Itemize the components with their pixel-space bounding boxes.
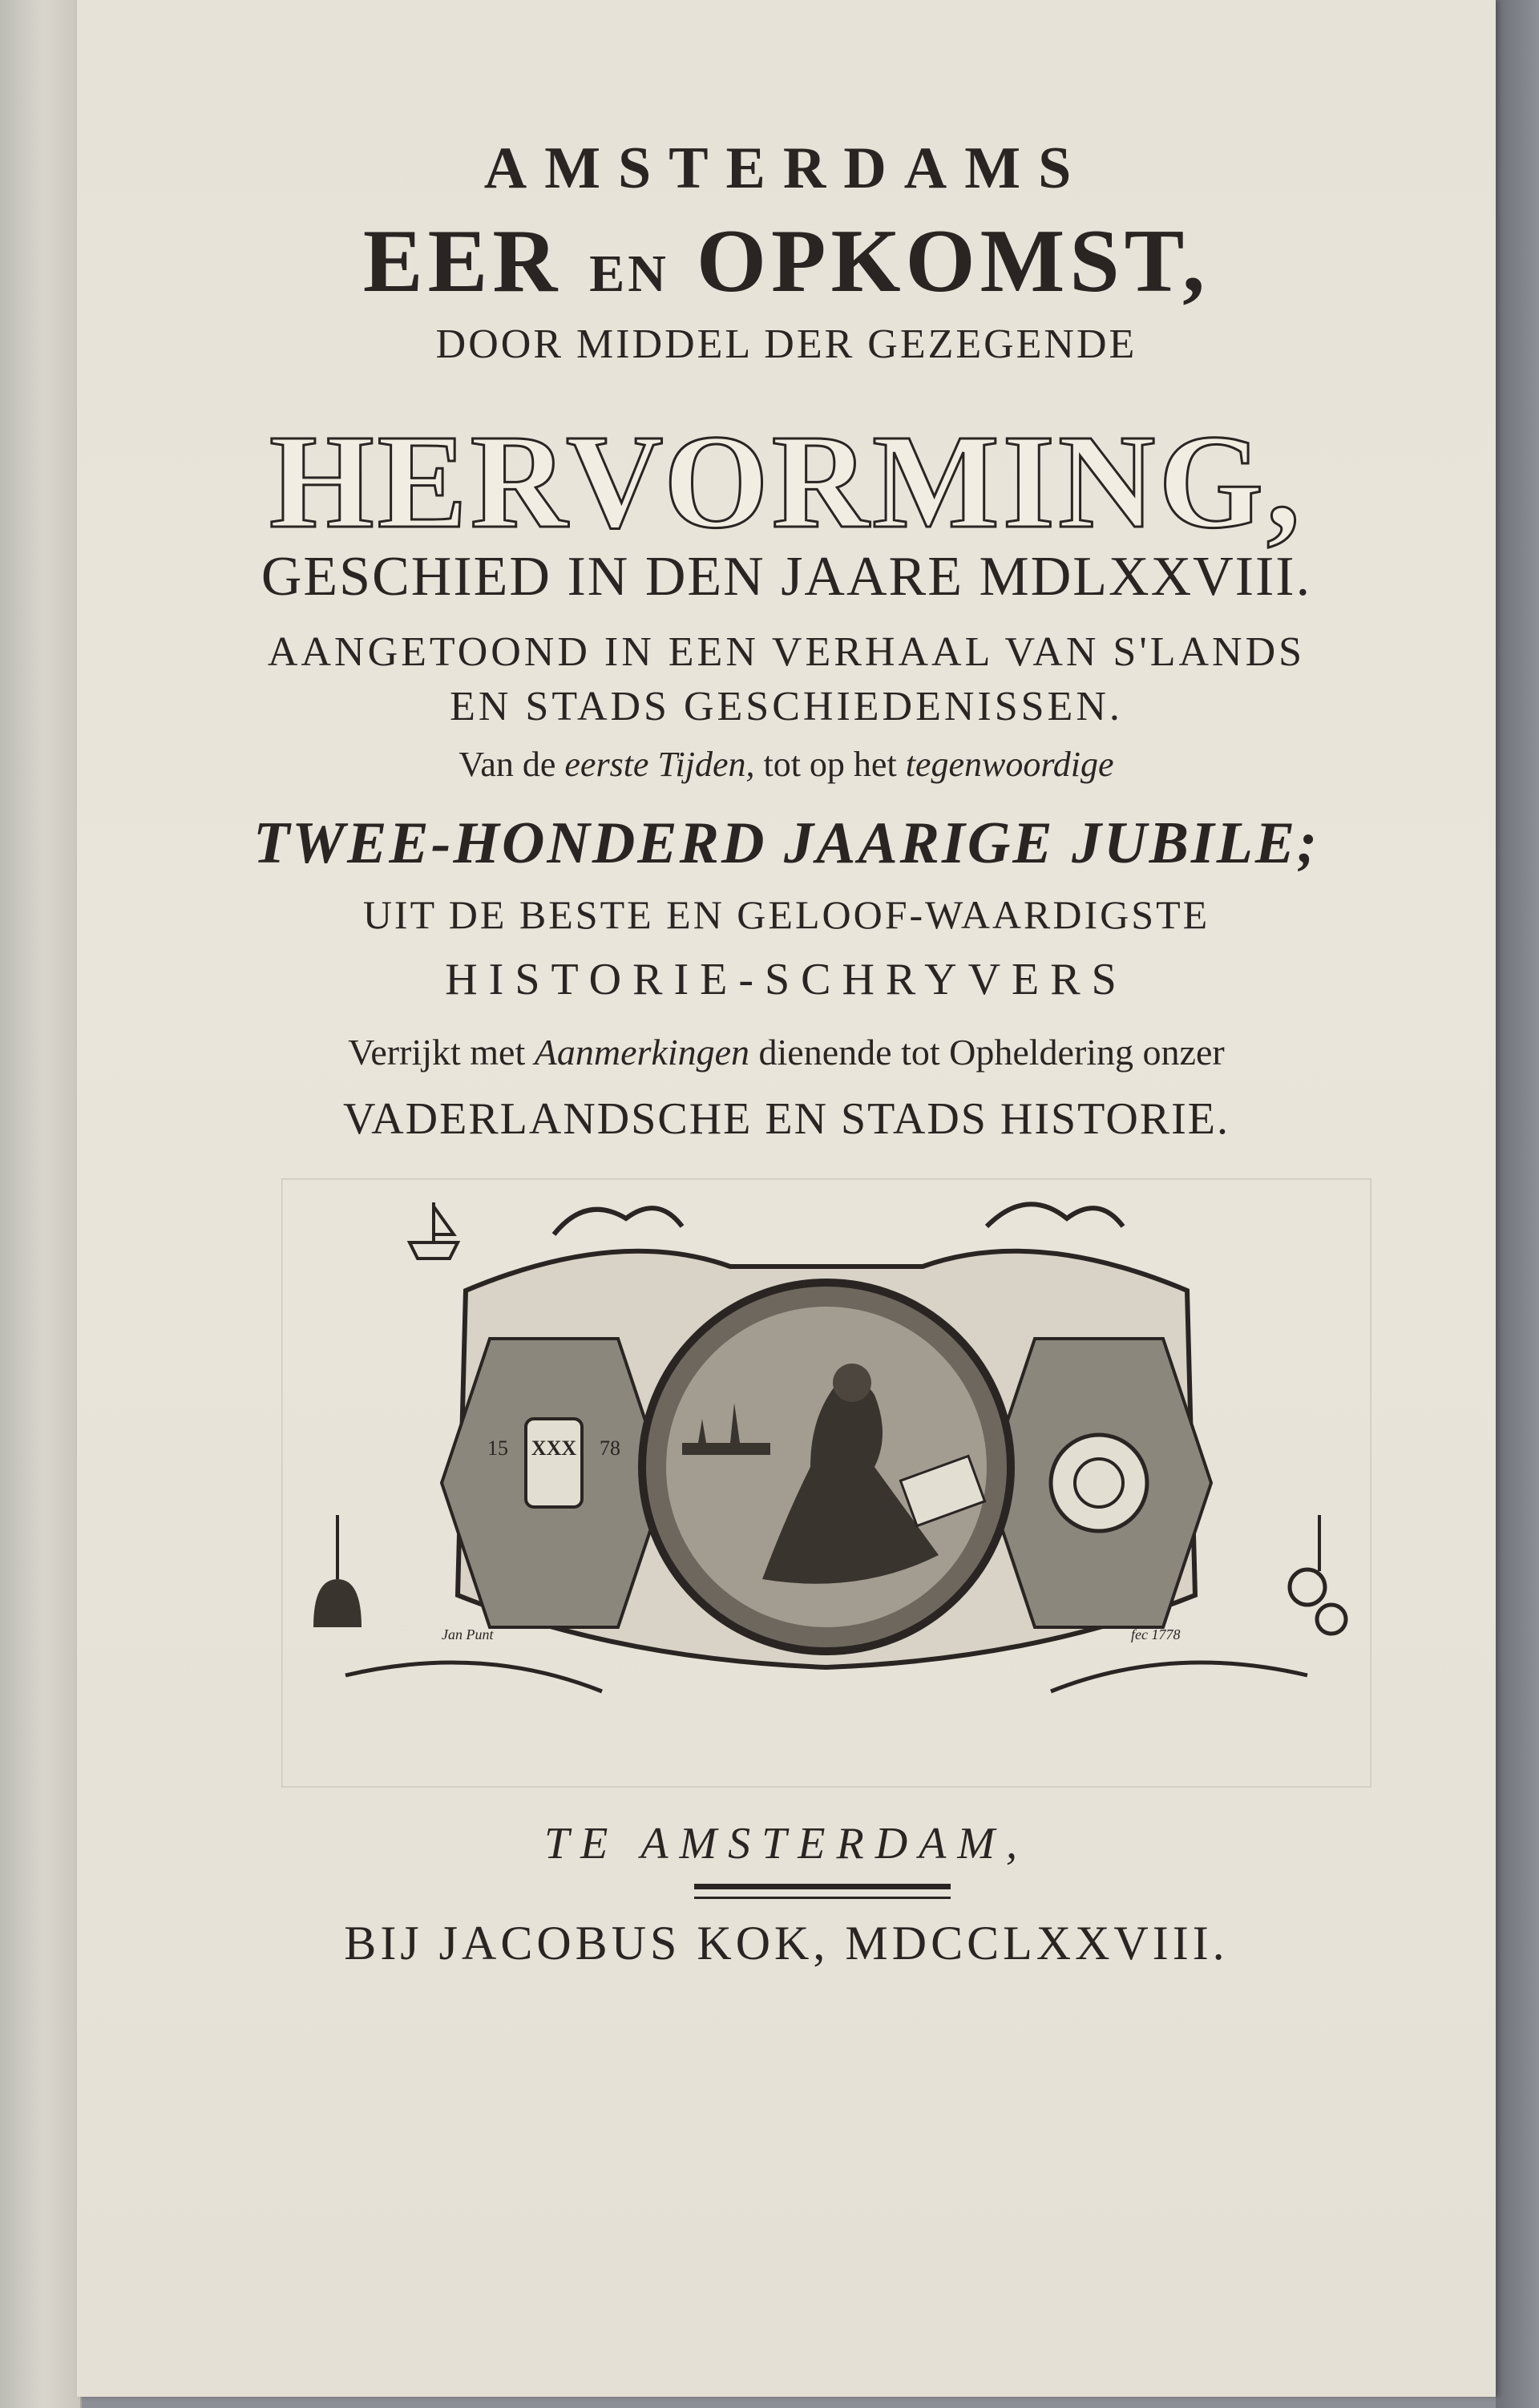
line8-part-b: eerste Tijden, [564, 745, 755, 784]
imprint-rule-thin [694, 1897, 951, 1899]
svg-text:XXX: XXX [531, 1436, 577, 1460]
title-line-stads-geschiedenissen: EN STADS GESCHIEDENISSEN. [450, 684, 1123, 729]
title-word-en: EN [589, 244, 669, 303]
title-line-vaderlandsche: VADERLANDSCHE EN STADS HISTORIE. [343, 1094, 1230, 1144]
title-line-aangetoond: AANGETOOND IN EEN VERHAAL VAN S'LANDS [267, 629, 1306, 675]
smoke-right [987, 1204, 1123, 1226]
title-line-geschied: GESCHIED IN DEN JAARE MDLXXVIII. [261, 546, 1312, 608]
line12-part-b: Aanmerkingen [534, 1032, 750, 1073]
title-line-eer-en-opkomst [77, 210, 1496, 313]
line8-part-a: Van de [458, 745, 556, 784]
title-line-hervorming: HERVORMING, [269, 407, 1304, 556]
title-word-eer: EER [362, 212, 563, 311]
title-line-amsterdams: AMSTERDAMS [483, 135, 1089, 201]
title-line-door-middel: DOOR MIDDEL DER GEZEGENDE [435, 321, 1137, 367]
ring-icon [1290, 1570, 1325, 1605]
background-edge [1496, 0, 1539, 2408]
engraving-date: fec 1778 [1131, 1626, 1181, 1642]
title-line-verrijkt [77, 1031, 1496, 1073]
amsterdam-arms [526, 1419, 582, 1507]
title-line-van-de-eerste-tijden [77, 744, 1496, 785]
arms-date-right: 78 [600, 1436, 620, 1460]
engraved-vignette [281, 1178, 1371, 1788]
left-page-edge [0, 0, 82, 2408]
title-page [77, 0, 1496, 2397]
line12-part-c: dienende tot Opheldering onzer [758, 1032, 1225, 1073]
title-line-jubile: TWEE-HONDERD JAARIGE JUBILE; [253, 810, 1319, 876]
engraver-signature: Jan Punt [442, 1626, 494, 1642]
imprint-place: TE AMSTERDAM, [543, 1819, 1029, 1869]
imprint-publisher: BIJ JACOBUS KOK, MDCCLXXVIII. [344, 1917, 1229, 1970]
line8-part-d: tegenwoordige [905, 745, 1114, 784]
right-medallion [1051, 1435, 1147, 1531]
line12-part-a: Verrijkt met [348, 1032, 526, 1073]
line8-part-c: tot op het [763, 745, 897, 784]
bell-icon [313, 1579, 362, 1627]
smoke-left [554, 1208, 682, 1234]
title-line-uit-de-beste: UIT DE BESTE EN GELOOF-WAARDIGSTE [362, 892, 1210, 937]
arms-date-left: 15 [487, 1436, 508, 1460]
title-word-opkomst: OPKOMST, [696, 212, 1210, 311]
ship-icon [410, 1202, 458, 1259]
branch-left [345, 1663, 602, 1691]
branch-right [1051, 1663, 1307, 1691]
title-line-historie-schryvers: HISTORIE-SCHRYVERS [445, 955, 1128, 1004]
imprint-rule-thick [694, 1884, 951, 1889]
